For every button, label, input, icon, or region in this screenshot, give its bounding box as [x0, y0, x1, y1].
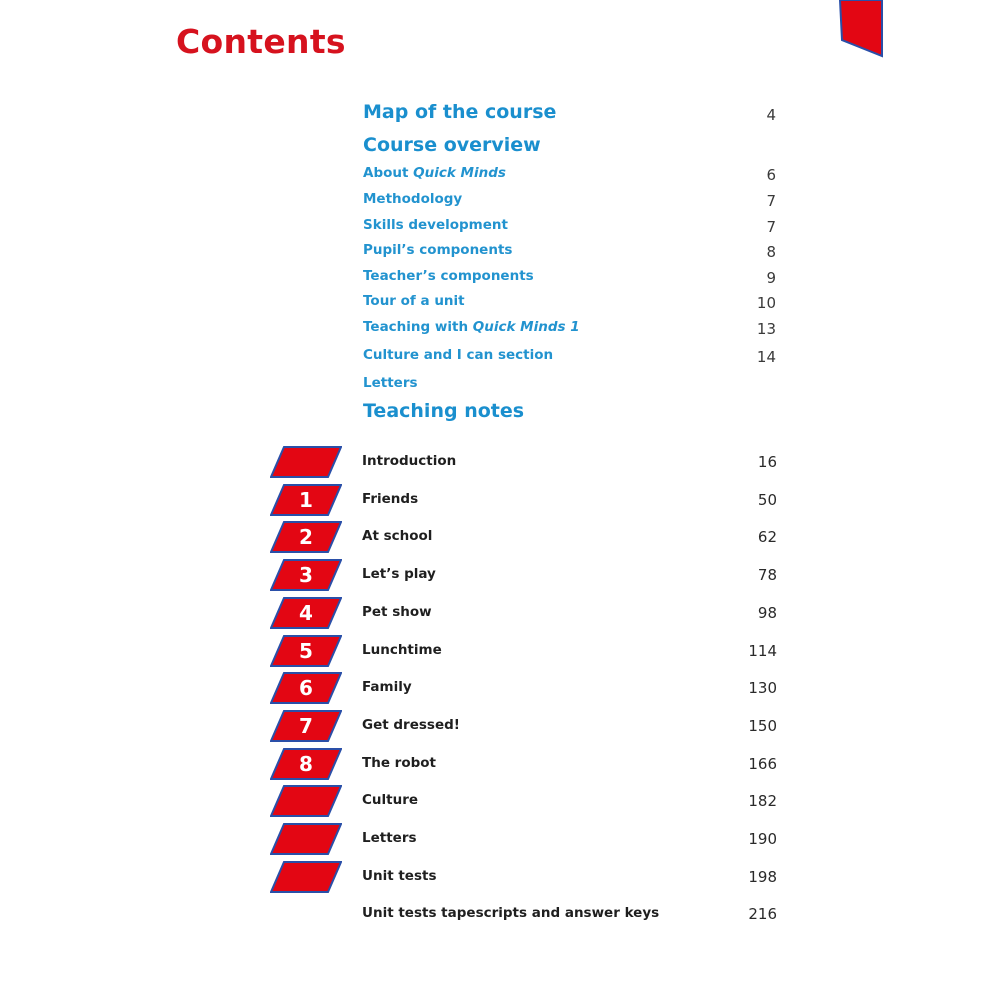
- toc-page-number: 8: [766, 243, 776, 261]
- toc-entry-label: Teaching with: [363, 319, 473, 335]
- teaching-notes-row[interactable]: [0, 748, 1000, 784]
- teaching-notes-page: 182: [748, 792, 777, 810]
- toc-page-number: 7: [766, 218, 776, 236]
- unit-number: 8: [299, 752, 313, 776]
- unit-number: [270, 446, 342, 478]
- teaching-notes-title: Friends: [362, 491, 419, 507]
- unit-number: 4: [299, 601, 313, 625]
- unit-number: [270, 861, 342, 893]
- toc-entry-label: Methodology: [363, 191, 463, 207]
- teaching-notes-row[interactable]: [0, 446, 1000, 482]
- teaching-notes-title: Unit tests: [362, 868, 437, 884]
- unit-badge: [270, 559, 342, 591]
- toc-entry-label: Pupil’s components: [363, 242, 513, 258]
- toc-entry-course-item[interactable]: [363, 165, 506, 181]
- toc-entry-course-item[interactable]: [363, 293, 465, 309]
- teaching-notes-row[interactable]: [0, 484, 1000, 520]
- teaching-notes-row[interactable]: [0, 521, 1000, 557]
- toc-page-number: 14: [756, 348, 776, 366]
- toc-entry-course-item[interactable]: [363, 242, 512, 258]
- toc-entry-course-item[interactable]: [363, 347, 553, 363]
- unit-badge: [270, 484, 342, 516]
- toc-entry-course-item[interactable]: [363, 375, 418, 391]
- teaching-notes-row[interactable]: [0, 823, 1000, 859]
- bookmark-tab-icon: [838, 0, 884, 58]
- toc-page-map-of-course: 4: [766, 106, 776, 124]
- unit-number: 6: [299, 676, 313, 700]
- teaching-notes-title: Introduction: [362, 453, 457, 469]
- toc-entry-italic-label: Quick Minds 1: [472, 319, 580, 335]
- teaching-notes-page: 16: [757, 453, 777, 471]
- teaching-notes-row[interactable]: [0, 672, 1000, 708]
- unit-badge: [270, 823, 342, 855]
- unit-badge: [270, 785, 342, 817]
- teaching-notes-title: Pet show: [362, 604, 432, 620]
- unit-number: [270, 785, 342, 817]
- teaching-notes-title: Let’s play: [362, 566, 436, 582]
- teaching-notes-row[interactable]: [0, 861, 1000, 897]
- toc-entry-label: Letters: [363, 375, 418, 391]
- teaching-notes-title: Letters: [362, 830, 417, 846]
- toc-entry-course-item[interactable]: [363, 217, 508, 233]
- unit-number: 7: [299, 714, 313, 738]
- teaching-notes-page: 216: [748, 905, 777, 923]
- unit-number: 3: [299, 563, 313, 587]
- toc-heading-teaching-notes: Teaching notes: [363, 400, 525, 422]
- unit-number: 1: [299, 488, 313, 512]
- teaching-notes-page: 198: [748, 868, 777, 886]
- unit-number: 5: [299, 639, 313, 663]
- toc-page-number: 10: [756, 294, 776, 312]
- unit-badge: [270, 635, 342, 667]
- teaching-notes-title: Culture: [362, 792, 419, 808]
- unit-badge: [270, 597, 342, 629]
- toc-heading-course-overview: Course overview: [363, 134, 541, 156]
- toc-entry-italic-label: Quick Minds: [413, 165, 506, 181]
- unit-number: [270, 823, 342, 855]
- page-title: Contents: [176, 22, 346, 61]
- unit-badge: [270, 748, 342, 780]
- toc-page-number: 6: [766, 166, 776, 184]
- teaching-notes-title: Get dressed!: [362, 717, 460, 733]
- teaching-notes-row[interactable]: [0, 710, 1000, 746]
- unit-badge: [270, 861, 342, 893]
- unit-badge: [270, 521, 342, 553]
- toc-entry-course-item[interactable]: [363, 191, 462, 207]
- teaching-notes-page: 98: [757, 604, 777, 622]
- teaching-notes-row[interactable]: [0, 559, 1000, 595]
- teaching-notes-page: 190: [748, 830, 777, 848]
- unit-badge: [270, 446, 342, 478]
- teaching-notes-page: 166: [748, 755, 777, 773]
- teaching-notes-page: 78: [757, 566, 777, 584]
- unit-badge: [270, 710, 342, 742]
- unit-badge: [270, 672, 342, 704]
- toc-page-number: 13: [756, 320, 776, 338]
- toc-entry-map-of-course[interactable]: Map of the course: [363, 101, 557, 123]
- toc-entry-label: About: [363, 165, 414, 181]
- toc-entry-label: Teacher’s components: [363, 268, 534, 284]
- toc-entry-label: Tour of a unit: [363, 293, 465, 309]
- toc-entry-label: Skills development: [363, 217, 508, 233]
- teaching-notes-title: The robot: [362, 755, 436, 771]
- toc-entry-course-item[interactable]: [363, 319, 580, 335]
- toc-page-number: 9: [766, 269, 776, 287]
- teaching-notes-page: 50: [757, 491, 777, 509]
- teaching-notes-title: Unit tests tapescripts and answer keys: [362, 905, 660, 921]
- toc-entry-course-item[interactable]: [363, 268, 534, 284]
- teaching-notes-row[interactable]: [0, 898, 1000, 934]
- teaching-notes-title: At school: [362, 528, 433, 544]
- teaching-notes-page: 130: [748, 679, 777, 697]
- teaching-notes-row[interactable]: [0, 785, 1000, 821]
- teaching-notes-page: 114: [748, 642, 777, 660]
- toc-page-number: 7: [766, 192, 776, 210]
- teaching-notes-title: Lunchtime: [362, 642, 442, 658]
- teaching-notes-page: 150: [748, 717, 777, 735]
- unit-number: 2: [299, 525, 313, 549]
- teaching-notes-page: 62: [757, 528, 777, 546]
- teaching-notes-row[interactable]: [0, 635, 1000, 671]
- teaching-notes-title: Family: [362, 679, 412, 695]
- toc-entry-label: Culture and I can section: [363, 347, 554, 363]
- teaching-notes-row[interactable]: [0, 597, 1000, 633]
